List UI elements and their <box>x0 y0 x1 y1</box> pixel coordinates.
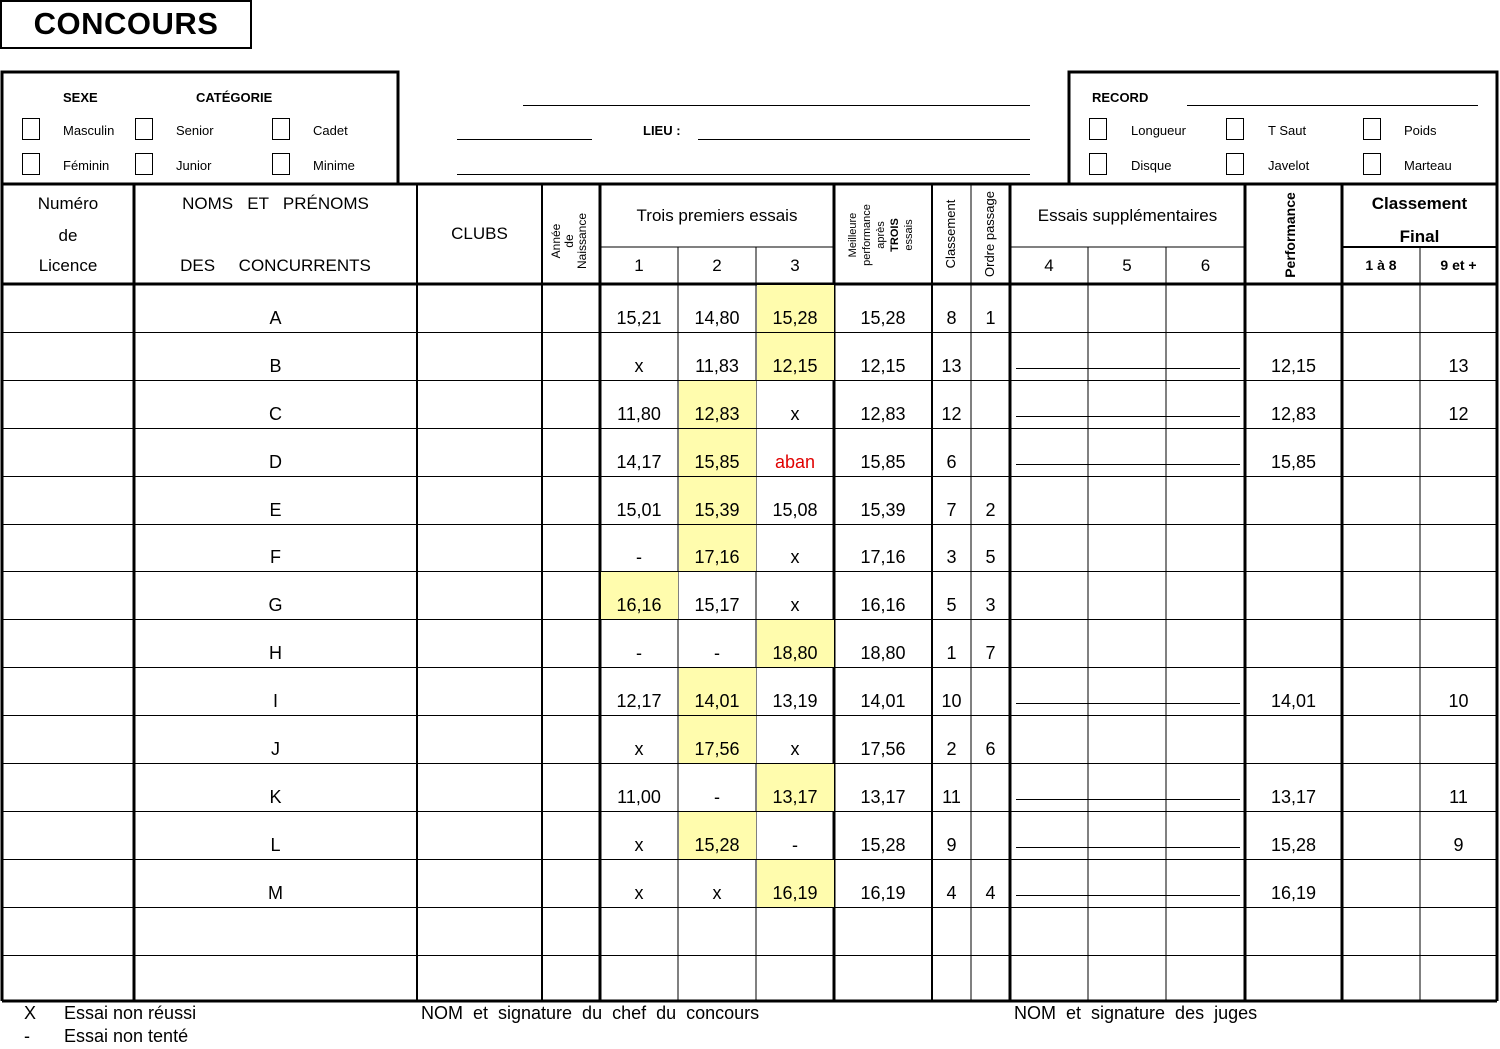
chef-signature-label: NOM et signature du chef du concours <box>421 1003 760 1023</box>
col-annee <box>550 191 592 291</box>
cell-t2[interactable]: - <box>714 643 720 663</box>
col-licence-line3: Licence <box>38 256 98 275</box>
cell-t1[interactable]: - <box>636 547 642 567</box>
col-clubs: CLUBS <box>451 224 508 243</box>
cell-t1[interactable]: 12,17 <box>616 691 662 711</box>
cell-t2[interactable]: - <box>714 787 720 807</box>
col-licence-line2: de <box>58 226 78 245</box>
lieu-line[interactable] <box>698 139 1030 140</box>
cell-t1[interactable]: - <box>636 643 642 663</box>
supp-trials-crossed-line <box>1016 799 1240 800</box>
legend-x-symbol: X <box>24 1003 37 1023</box>
cell-t2[interactable]: 15,28 <box>694 835 740 855</box>
categorie-label: CATÉGORIE <box>196 90 273 105</box>
cell-name[interactable]: A <box>269 308 282 328</box>
legend-dash-symbol: - <box>24 1026 30 1046</box>
cell-t3[interactable]: 13,17 <box>772 787 818 807</box>
cell-t2[interactable]: 15,39 <box>694 500 740 520</box>
checkbox-javelot[interactable] <box>1226 153 1244 175</box>
cell-t3[interactable]: 13,19 <box>772 691 818 711</box>
cell-ordre[interactable]: 5 <box>985 547 996 567</box>
cell-ordre[interactable]: 6 <box>985 739 996 759</box>
cell-t1[interactable]: x <box>634 835 644 855</box>
field-line-bottom[interactable] <box>457 174 1030 175</box>
col-performance: Performance <box>1282 192 1298 278</box>
cell-perf[interactable]: 16,19 <box>1270 883 1317 903</box>
checkbox-t-saut[interactable] <box>1226 118 1244 140</box>
cell-best[interactable]: 17,56 <box>860 739 906 759</box>
cell-t1[interactable]: 15,01 <box>616 500 662 520</box>
cell-t2[interactable]: 15,17 <box>694 595 740 615</box>
cell-t2[interactable]: 12,83 <box>694 404 740 424</box>
checkbox-poids[interactable] <box>1363 118 1381 140</box>
supp-trials-crossed-line <box>1016 895 1240 896</box>
cell-t2[interactable]: x <box>712 883 722 903</box>
cell-t1[interactable]: x <box>634 883 644 903</box>
supp-trials-crossed-line <box>1016 464 1240 465</box>
cell-best[interactable]: 12,15 <box>860 356 906 376</box>
cell-rank[interactable]: 2 <box>946 739 957 759</box>
cell-name[interactable]: G <box>268 595 283 615</box>
cell-t3[interactable]: 15,08 <box>772 500 818 520</box>
cell-name[interactable]: B <box>269 356 282 376</box>
meilleure-line5: essais <box>903 219 915 251</box>
cell-best[interactable]: 16,19 <box>860 883 906 903</box>
option-junior: Junior <box>176 158 212 173</box>
col-essai-1: 1 <box>634 256 644 275</box>
checkbox-marteau[interactable] <box>1363 153 1381 175</box>
legend-dash-text: Essai non tenté <box>64 1026 189 1046</box>
cell-perf[interactable]: 15,28 <box>1270 835 1317 855</box>
cell-name[interactable]: E <box>269 500 282 520</box>
col-final-1-8: 1 à 8 <box>1365 257 1397 273</box>
annee-line2: de <box>562 234 576 248</box>
col-ordre-passage: Ordre passage <box>982 191 997 277</box>
col-classement-final-line2: Final <box>1399 227 1440 246</box>
cell-t1[interactable]: 14,17 <box>616 452 662 472</box>
col-essai-2: 2 <box>712 256 722 275</box>
option-minime: Minime <box>313 158 355 173</box>
cell-t3[interactable]: - <box>792 835 798 855</box>
option-masculin: Masculin <box>63 123 115 138</box>
cell-t3[interactable]: 12,15 <box>772 356 818 376</box>
cell-best[interactable]: 17,16 <box>860 547 906 567</box>
cell-final[interactable]: 12 <box>1448 404 1469 424</box>
option-cadet: Cadet <box>313 123 348 138</box>
checkbox-minime[interactable] <box>272 153 290 175</box>
cell-t3[interactable]: x <box>790 595 800 615</box>
cell-rank[interactable]: 1 <box>946 643 957 663</box>
cell-name[interactable]: D <box>269 452 282 472</box>
col-essais-supp: Essais supplémentaires <box>1037 206 1218 225</box>
cell-ordre[interactable]: 1 <box>985 308 996 328</box>
cell-best[interactable]: 16,16 <box>860 595 906 615</box>
cell-final[interactable]: 13 <box>1448 356 1469 376</box>
event-marteau: Marteau <box>1404 158 1452 173</box>
lieu-label: LIEU : <box>643 123 681 138</box>
cell-ordre[interactable]: 7 <box>985 643 996 663</box>
field-line-left[interactable] <box>457 139 592 140</box>
meilleure-line4: TROIS <box>889 218 901 252</box>
cell-t3[interactable]: x <box>790 404 800 424</box>
cell-rank[interactable]: 4 <box>946 883 957 903</box>
cell-t3[interactable]: 15,28 <box>772 308 818 328</box>
sexe-label: SEXE <box>63 90 98 105</box>
cell-ordre[interactable]: 3 <box>985 595 996 615</box>
juges-signature-label: NOM et signature des juges <box>1014 1003 1258 1023</box>
cell-name[interactable]: K <box>269 787 282 807</box>
cell-t3[interactable]: 16,19 <box>772 883 818 903</box>
col-essai-4: 4 <box>1044 256 1054 275</box>
option-senior: Senior <box>176 123 214 138</box>
record-line[interactable] <box>1187 105 1478 106</box>
cell-final[interactable]: 9 <box>1453 835 1464 855</box>
col-noms-line1: NOMS ET PRÉNOMS <box>182 194 369 213</box>
date-line[interactable] <box>523 105 1030 106</box>
cell-name[interactable]: L <box>270 835 281 855</box>
cell-perf[interactable]: 14,01 <box>1270 691 1317 711</box>
event-t-saut: T Saut <box>1268 123 1307 138</box>
page-title: CONCOURS <box>0 0 252 49</box>
cell-rank[interactable]: 5 <box>946 595 957 615</box>
cell-best[interactable]: 18,80 <box>860 643 906 663</box>
supp-trials-crossed-line <box>1016 368 1240 369</box>
option-feminin: Féminin <box>63 158 110 173</box>
col-trois-essais: Trois premiers essais <box>636 206 798 225</box>
cell-rank[interactable]: 10 <box>941 691 962 711</box>
supp-trials-crossed-line <box>1016 847 1240 848</box>
supp-trials-crossed-line <box>1016 416 1240 417</box>
cell-best[interactable]: 14,01 <box>860 691 906 711</box>
cell-t1[interactable]: 15,21 <box>616 308 662 328</box>
col-classement-final-line1: Classement <box>1371 194 1468 213</box>
cell-best[interactable]: 15,28 <box>860 308 906 328</box>
cell-t2[interactable]: 15,85 <box>694 452 740 472</box>
cell-rank[interactable]: 3 <box>946 547 957 567</box>
cell-perf[interactable]: 15,85 <box>1270 452 1317 472</box>
checkbox-senior[interactable] <box>135 118 153 140</box>
cell-ordre[interactable]: 2 <box>985 500 996 520</box>
cell-t2[interactable]: 14,80 <box>694 308 740 328</box>
checkbox-junior[interactable] <box>135 153 153 175</box>
cell-perf[interactable]: 12,15 <box>1270 356 1317 376</box>
cell-name[interactable]: J <box>271 739 280 759</box>
meilleure-line1: Meilleure <box>847 212 859 258</box>
cell-ordre[interactable]: 4 <box>985 883 996 903</box>
cell-t1[interactable]: x <box>634 739 644 759</box>
cell-best[interactable]: 15,28 <box>860 835 906 855</box>
cell-final[interactable]: 11 <box>1449 787 1468 807</box>
cell-t1[interactable]: 16,16 <box>616 595 662 615</box>
cell-rank[interactable]: 12 <box>941 404 962 424</box>
col-classement: Classement <box>943 199 958 269</box>
meilleure-line3: après <box>875 221 887 249</box>
checkbox-masculin[interactable] <box>22 118 40 140</box>
cell-rank[interactable]: 7 <box>946 500 957 520</box>
col-essai-5: 5 <box>1122 256 1132 275</box>
cell-best[interactable]: 15,39 <box>860 500 906 520</box>
cell-best[interactable]: 15,85 <box>860 452 906 472</box>
event-poids: Poids <box>1404 123 1437 138</box>
col-essai-3: 3 <box>790 256 800 275</box>
checkbox-feminin[interactable] <box>22 153 40 175</box>
cell-perf[interactable]: 13,17 <box>1270 787 1317 807</box>
col-meilleure <box>846 185 920 285</box>
col-final-9-plus: 9 et + <box>1440 257 1477 273</box>
cell-t3[interactable]: aban <box>774 452 816 472</box>
event-longueur: Longueur <box>1131 123 1186 138</box>
legend-x-text: Essai non réussi <box>64 1003 197 1023</box>
col-noms-line2: DES CONCURRENTS <box>180 256 371 275</box>
annee-line1: Année <box>549 223 563 259</box>
cell-t3[interactable]: 18,80 <box>772 643 818 663</box>
cell-rank[interactable]: 9 <box>946 835 957 855</box>
checkbox-longueur[interactable] <box>1089 118 1107 140</box>
cell-best[interactable]: 13,17 <box>860 787 906 807</box>
cell-t1[interactable]: 11,80 <box>617 404 661 424</box>
cell-rank[interactable]: 8 <box>946 308 957 328</box>
cell-t2[interactable]: 14,01 <box>694 691 740 711</box>
cell-name[interactable]: I <box>272 691 278 711</box>
cell-best[interactable]: 12,83 <box>860 404 906 424</box>
cell-name[interactable]: C <box>269 404 282 424</box>
cell-name[interactable]: H <box>269 643 282 663</box>
cell-t3[interactable]: x <box>790 739 800 759</box>
event-javelot: Javelot <box>1268 158 1310 173</box>
cell-t3[interactable]: x <box>790 547 800 567</box>
col-licence-line1: Numéro <box>37 194 99 213</box>
cell-name[interactable]: M <box>268 883 283 903</box>
annee-line3: Naissance <box>575 212 589 270</box>
cell-rank[interactable]: 11 <box>942 787 961 807</box>
cell-t2[interactable]: 17,16 <box>694 547 740 567</box>
cell-name[interactable]: F <box>270 547 281 567</box>
col-essai-6: 6 <box>1200 256 1211 275</box>
cell-rank[interactable]: 13 <box>941 356 962 376</box>
checkbox-disque[interactable] <box>1089 153 1107 175</box>
meilleure-line2: performance <box>861 204 873 266</box>
cell-t2[interactable]: 11,83 <box>695 356 739 376</box>
cell-perf[interactable]: 12,83 <box>1270 404 1317 424</box>
cell-t2[interactable]: 17,56 <box>694 739 740 759</box>
record-label: RECORD <box>1092 90 1149 105</box>
cell-t1[interactable]: 11,00 <box>617 787 661 807</box>
supp-trials-crossed-line <box>1016 703 1240 704</box>
event-disque: Disque <box>1131 158 1172 173</box>
cell-rank[interactable]: 6 <box>946 452 957 472</box>
checkbox-cadet[interactable] <box>272 118 290 140</box>
cell-final[interactable]: 10 <box>1448 691 1469 711</box>
cell-t1[interactable]: x <box>634 356 644 376</box>
